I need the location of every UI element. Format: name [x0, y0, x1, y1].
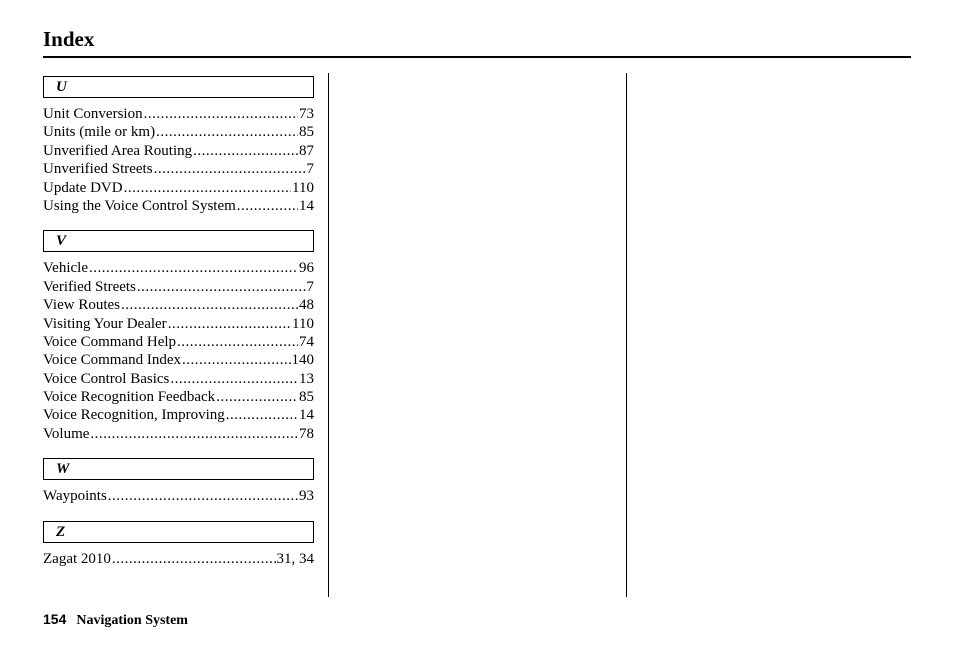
- entry-term: Units (mile or km): [43, 124, 156, 141]
- dot-leader: [89, 259, 298, 277]
- index-entry: [43, 315, 314, 333]
- entry-page: 48: [299, 297, 314, 314]
- entry-page: 96: [299, 260, 314, 277]
- entry-term: Voice Command Index: [43, 352, 182, 369]
- index-entry-list: [43, 105, 314, 215]
- entry-term: Update DVD: [43, 179, 123, 196]
- section-letter: W: [43, 458, 314, 480]
- index-entry: [43, 370, 314, 388]
- index-entry: [43, 406, 314, 424]
- column-divider-2: [626, 73, 627, 597]
- dot-leader: [144, 105, 298, 123]
- index-entry: [43, 142, 314, 160]
- column-divider-1: [328, 73, 329, 597]
- entry-page: 93: [299, 488, 314, 505]
- dot-leader: [121, 296, 298, 314]
- dot-leader: [137, 278, 306, 296]
- entry-page: 74: [299, 333, 314, 350]
- entry-page: 110: [292, 179, 314, 196]
- index-group-v: [43, 230, 314, 443]
- dot-leader: [170, 370, 298, 388]
- index-entry: [43, 425, 314, 443]
- index-entry: [43, 388, 314, 406]
- page-number: 154: [43, 611, 67, 627]
- dot-leader: [216, 388, 298, 406]
- entry-page: 85: [299, 124, 314, 141]
- entry-page: 31, 34: [276, 550, 314, 567]
- entry-term: Unit Conversion: [43, 106, 143, 122]
- dot-leader: [90, 425, 298, 443]
- entry-page: 7: [306, 278, 314, 295]
- entry-term: Voice Recognition, Improving: [43, 407, 225, 424]
- dot-leader: [168, 315, 291, 333]
- dot-leader: [193, 142, 298, 160]
- entry-term: Voice Control Basics: [43, 370, 170, 387]
- entry-term: Unverified Streets: [43, 161, 153, 178]
- index-entry: [43, 179, 314, 197]
- entry-term: Voice Command Help: [43, 333, 177, 350]
- entry-page: 7: [306, 161, 314, 178]
- entry-term: Using the Voice Control System: [43, 197, 236, 214]
- dot-leader: [154, 160, 306, 178]
- entry-page: 14: [299, 407, 314, 424]
- entry-term: Unverified Area Routing: [43, 142, 193, 159]
- header-rule: [43, 56, 911, 58]
- index-entry: [43, 259, 314, 277]
- entry-term: Volume: [43, 425, 90, 442]
- page-title: Index: [43, 27, 95, 51]
- index-entry: [43, 160, 314, 178]
- index-entry: [43, 197, 314, 215]
- index-group-u: [43, 76, 314, 215]
- index-entry: [43, 351, 314, 369]
- entry-term: View Routes: [43, 297, 121, 314]
- index-column-1: [43, 76, 314, 583]
- entry-term: Verified Streets: [43, 278, 136, 295]
- entry-page: 85: [299, 389, 314, 406]
- entry-page: 14: [299, 197, 314, 214]
- dot-leader: [108, 487, 298, 505]
- entry-term: Zagat 2010: [43, 550, 111, 567]
- dot-leader: [237, 197, 298, 215]
- entry-term: Voice Recognition Feedback: [43, 389, 216, 406]
- entry-page: 140: [291, 352, 314, 369]
- index-entry: [43, 123, 314, 141]
- index-entry-list: [43, 487, 314, 505]
- index-group-z: [43, 521, 314, 568]
- entry-page: 13: [299, 370, 314, 387]
- dot-leader: [177, 333, 298, 351]
- dot-leader: [112, 550, 276, 568]
- section-letter: U: [43, 76, 314, 98]
- entry-page: 73: [299, 106, 314, 122]
- entry-term: Vehicle: [43, 260, 88, 277]
- index-entry-list: [43, 550, 314, 568]
- section-letter: V: [43, 230, 314, 252]
- entry-term: Visiting Your Dealer: [43, 315, 167, 332]
- index-entry: [43, 105, 314, 123]
- entry-term: Waypoints: [43, 488, 107, 505]
- dot-leader: [156, 123, 298, 141]
- entry-page: 78: [299, 425, 314, 442]
- index-entry-list: [43, 259, 314, 443]
- index-entry: [43, 296, 314, 314]
- dot-leader: [124, 179, 291, 197]
- index-entry: [43, 333, 314, 351]
- entry-page: 110: [292, 315, 314, 332]
- index-entry: [43, 550, 314, 568]
- dot-leader: [182, 351, 290, 369]
- entry-page: 87: [299, 142, 314, 159]
- footer-text: Navigation System: [76, 613, 188, 628]
- index-group-w: [43, 458, 314, 505]
- section-letter: Z: [43, 521, 314, 543]
- index-entry: [43, 278, 314, 296]
- page-footer: [43, 610, 188, 630]
- index-entry: [43, 487, 314, 505]
- dot-leader: [226, 406, 298, 424]
